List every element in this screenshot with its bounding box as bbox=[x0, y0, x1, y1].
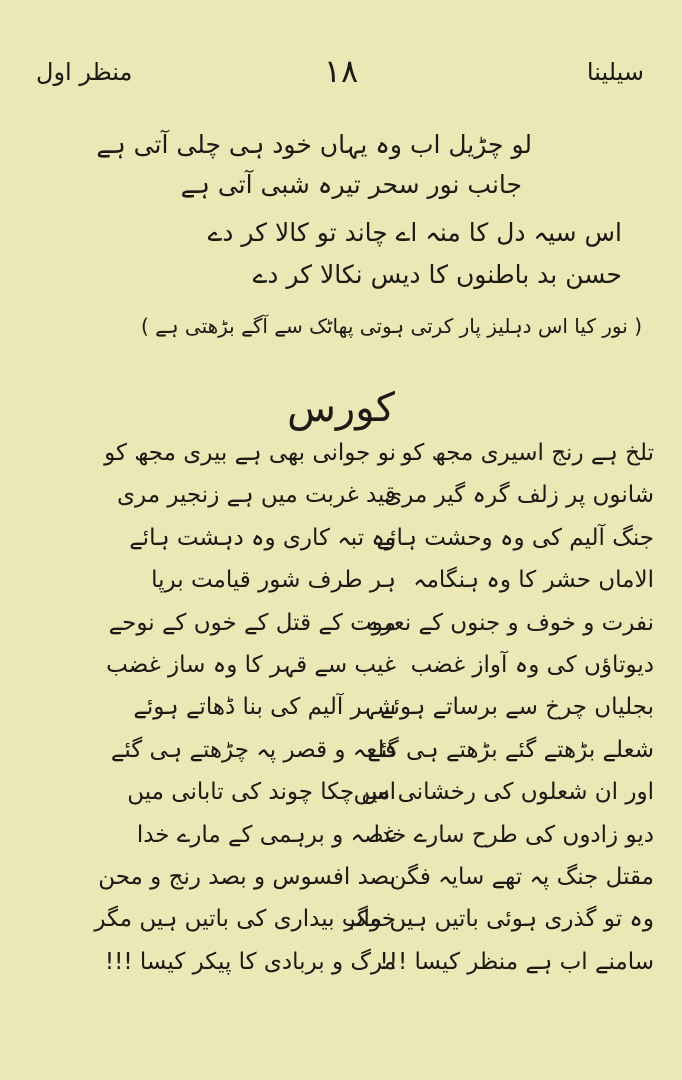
intro-line-4: حسن بد باطنوں کا دیس نکالا کر دے bbox=[252, 260, 622, 289]
verse-line: غیب سے قہر کا وہ ساز غضب bbox=[106, 651, 396, 678]
verse-line: دیوتاؤں کی وہ آواز غضب bbox=[410, 651, 654, 678]
verse-line: اور ان شعلوں کی رخشانی میں bbox=[353, 779, 654, 806]
verse-line: شہر آلیم کی بنا ڈھاتے ہوئے bbox=[133, 694, 396, 721]
verse-line: الاماں حشر کا وہ ہنگامہ bbox=[413, 567, 654, 594]
verse-line: ہر طرف شور قیامت برپا bbox=[151, 567, 396, 594]
verse-line: بصد افسوس و بصد رنج و محن bbox=[98, 863, 396, 890]
verse-line: بجلیاں چرخ سے برساتے ہوئے bbox=[380, 694, 654, 721]
intro-line-3: اس سیہ دل کا منہ اے چاند تو کالا کر دے bbox=[207, 218, 622, 247]
verse-line: نفرت و خوف و جنوں کے نعرے bbox=[367, 609, 654, 636]
stage-direction: ( نور کیا اس دہلیز پار کرتی ہوتی پھاٹک سے آگے بڑھتی ہے ) bbox=[140, 314, 642, 338]
running-title-right: سیلینا bbox=[586, 58, 644, 86]
intro-line-1: لو چڑیل اب وہ یہاں خود ہی چلی آتی ہے bbox=[96, 130, 532, 159]
verse-line: وہ تبہ کاری وہ دہشت ہائے bbox=[129, 524, 396, 551]
verse-line: تلخ ہے رنج اسیری مجھ کو bbox=[401, 440, 654, 466]
verse-line: مرگ و بربادی کا پیکر کیسا !!! bbox=[104, 948, 396, 975]
verse-line: قلعہ و قصر پہ چڑھتے ہی گئے bbox=[110, 736, 396, 763]
verse-line: خواب بیداری کی باتیں ہیں مگر bbox=[94, 906, 396, 933]
page-number: ۱۸ bbox=[323, 52, 359, 90]
verse-line: مقتل جنگ پہ تھے سایہ فگن bbox=[389, 863, 654, 890]
verse-line: سامنے اب ہے منظر کیسا !!! bbox=[379, 948, 654, 975]
verse-line: شانوں پر زلف گرہ گیر مری bbox=[384, 482, 654, 509]
verse-line: قید غربت میں ہے زنجیر مری bbox=[117, 482, 396, 509]
verse-line: نو جوانی بھی ہے بیری مجھ کو bbox=[104, 440, 396, 466]
chorus-heading: کورس bbox=[287, 385, 395, 431]
verse-line: موت کے قتل کے خوں کے نوحے bbox=[108, 609, 396, 636]
verse-column-right bbox=[344, 432, 654, 983]
intro-line-2: جانب نور سحر تیرہ شبی آتی ہے bbox=[180, 170, 522, 199]
verse-line: اس چکا چوند کی تابانی میں bbox=[127, 779, 396, 806]
verse-line: جنگ آلیم کی وہ وحشت ہائے bbox=[376, 524, 654, 551]
verse-line: وہ تو گذری ہوئی باتیں ہیں مگر bbox=[344, 906, 654, 933]
running-title-left: منظر اول bbox=[36, 58, 133, 86]
verse-line: دیو زادوں کی طرح سارے خدا bbox=[373, 821, 654, 848]
verse-line: شعلے بڑھتے گئے بڑھتے ہی گئے bbox=[367, 736, 654, 763]
verse-line: غصہ و برہمی کے مارے خدا bbox=[136, 821, 396, 848]
verse-column-left bbox=[96, 432, 396, 983]
